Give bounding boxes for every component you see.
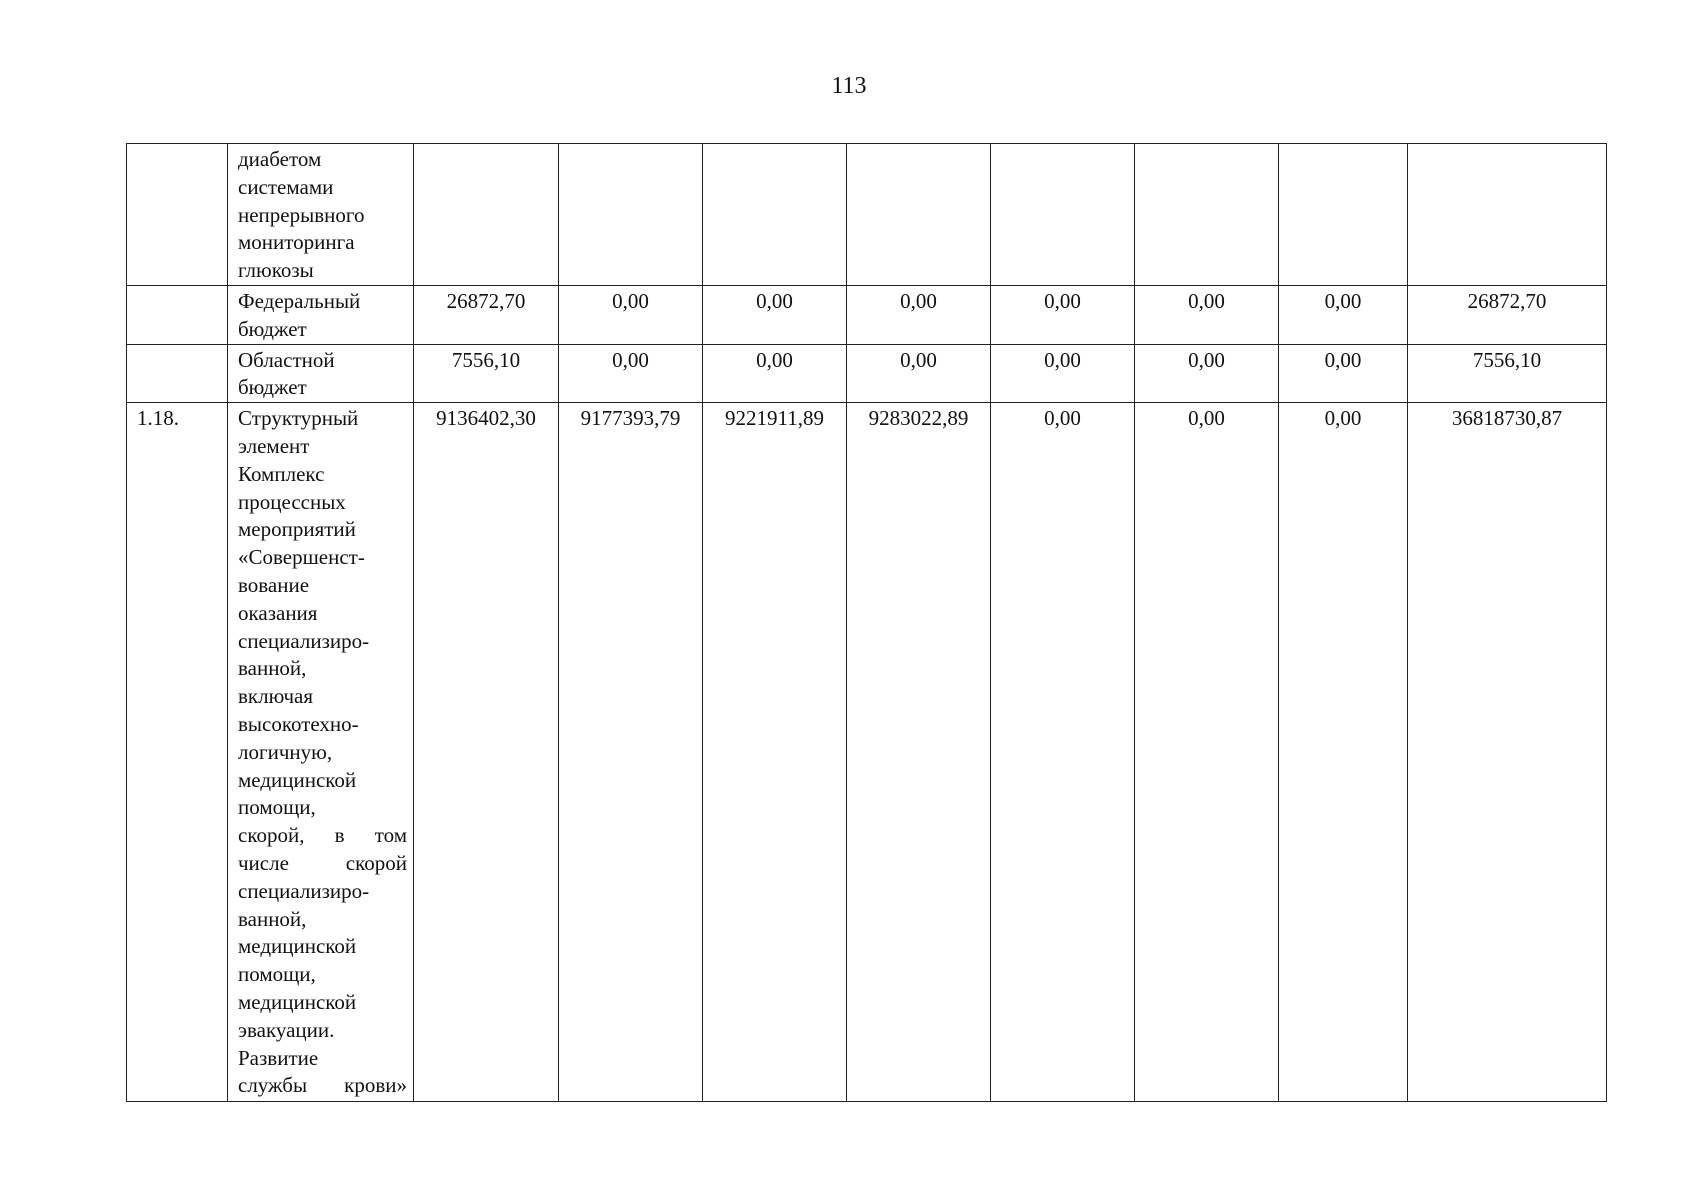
table-row <box>127 285 1607 344</box>
name-line: непрерывного <box>238 202 365 227</box>
name-line: высокотехно- <box>238 711 359 736</box>
name-line: Федеральный <box>238 288 361 313</box>
name-line: числе скорой <box>238 850 407 875</box>
total-cell: 26872,70 <box>1408 285 1607 344</box>
value-cell-year-5: 0,00 <box>991 344 1135 403</box>
name-line: элемент <box>238 433 310 458</box>
name-line: бюджет <box>238 375 307 400</box>
value-cell-year-7: 0,00 <box>1279 403 1408 1102</box>
name-line: медицинской <box>238 767 357 792</box>
name-line: медицинской <box>238 934 357 959</box>
name-line: службы крови» <box>238 1073 407 1098</box>
name-line: помощи, <box>238 962 316 987</box>
name-line: медицинской <box>238 989 357 1014</box>
value-cell-year-3: 0,00 <box>703 285 847 344</box>
value-cell-year-1: 9136402,30 <box>414 403 559 1102</box>
budget-table <box>126 143 1607 1102</box>
name-line: бюджет <box>238 316 307 341</box>
value-cell-year-3: 9221911,89 <box>703 403 847 1102</box>
name-line: Комплекс <box>238 461 325 486</box>
value-cell-year-1: 26872,70 <box>414 285 559 344</box>
value-cell-year-4: 0,00 <box>847 285 991 344</box>
total-cell <box>1408 144 1607 286</box>
name-line: логичную, <box>238 739 333 764</box>
value-cell-year-4: 0,00 <box>847 344 991 403</box>
table-row <box>127 403 1607 1102</box>
name-line: оказания <box>238 600 318 625</box>
value-cell-year-4 <box>847 144 991 286</box>
name-line: Структурный <box>238 406 359 431</box>
value-cell-year-2: 0,00 <box>559 285 703 344</box>
name-line: мероприятий <box>238 517 356 542</box>
row-code-cell: 1.18. <box>127 403 228 1102</box>
value-cell-year-5: 0,00 <box>991 285 1135 344</box>
name-line: «Совершенст- <box>238 545 365 570</box>
value-cell-year-7 <box>1279 144 1408 286</box>
name-line: специализиро- <box>238 878 370 903</box>
row-name-cell <box>228 344 414 403</box>
row-code-cell <box>127 285 228 344</box>
row-name-cell <box>228 285 414 344</box>
value-cell-year-5: 0,00 <box>991 403 1135 1102</box>
value-cell-year-6: 0,00 <box>1135 285 1279 344</box>
name-line: Областной <box>238 347 335 372</box>
value-cell-year-1 <box>414 144 559 286</box>
value-cell-year-5 <box>991 144 1135 286</box>
value-cell-year-1: 7556,10 <box>414 344 559 403</box>
value-cell-year-3: 0,00 <box>703 344 847 403</box>
row-name-cell <box>228 403 414 1102</box>
value-cell-year-3 <box>703 144 847 286</box>
name-line: специализиро- <box>238 628 370 653</box>
table-row <box>127 144 1607 286</box>
name-line: вование <box>238 572 310 597</box>
value-cell-year-2: 9177393,79 <box>559 403 703 1102</box>
row-name-cell <box>228 144 414 286</box>
total-cell: 7556,10 <box>1408 344 1607 403</box>
name-line: процессных <box>238 489 346 514</box>
value-cell-year-7: 0,00 <box>1279 344 1408 403</box>
table-row <box>127 344 1607 403</box>
value-cell-year-4: 9283022,89 <box>847 403 991 1102</box>
name-line: ванной, <box>238 906 307 931</box>
name-line: системами <box>238 174 334 199</box>
value-cell-year-7: 0,00 <box>1279 285 1408 344</box>
row-code-cell <box>127 344 228 403</box>
name-line: диабетом <box>238 147 322 171</box>
value-cell-year-6: 0,00 <box>1135 403 1279 1102</box>
name-line: Развитие <box>238 1045 319 1070</box>
value-cell-year-6 <box>1135 144 1279 286</box>
total-cell: 36818730,87 <box>1408 403 1607 1102</box>
name-line: эвакуации. <box>238 1017 335 1042</box>
page-number: 113 <box>831 73 867 99</box>
table-body <box>127 144 1607 1102</box>
value-cell-year-6: 0,00 <box>1135 344 1279 403</box>
name-line: глюкозы <box>238 258 314 283</box>
name-line: мониторинга <box>238 230 355 255</box>
name-line: включая <box>238 684 314 709</box>
name-line: скорой, в том <box>238 823 407 848</box>
value-cell-year-2 <box>559 144 703 286</box>
row-code-cell <box>127 144 228 286</box>
value-cell-year-2: 0,00 <box>559 344 703 403</box>
name-line: помощи, <box>238 795 316 820</box>
name-line: ванной, <box>238 656 307 681</box>
